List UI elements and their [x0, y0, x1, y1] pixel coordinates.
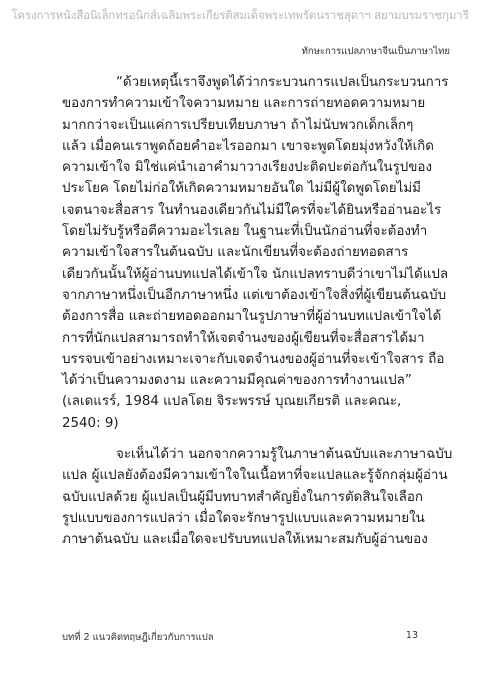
- text-line: แล้ว เมื่อคนเราพูดถ้อยคำอะไรออกมา เขาจะพูดโดยมุ่งหวังให้เกิด: [62, 138, 434, 154]
- text-line: ของการทำความเข้าใจความหมาย และการถ่ายทอดความหมาย: [62, 96, 426, 112]
- text-line: ความเข้าใจ มิใช่แค่นำเอาคำมาวางเรียงปะติดปะต่อกันในรูปของ: [62, 160, 433, 176]
- text-line: ได้ว่าเป็นความงดงาม และความมีคุณค่าของการทำงานแปล”: [62, 373, 412, 389]
- text-line: ฉบับแปลด้วย ผู้แปลเป็นผู้มีบทบาทสำคัญยิ่งในการตัดสินใจเลือก: [62, 489, 424, 505]
- text-line: ต้องการสื่อ และถ่ายทอดออกมาในรูปภาษาที่ผู้อ่านบทแปลเข้าใจได้: [62, 309, 442, 325]
- text-line: เจตนาจะสื่อสาร ในทำนองเดียวกันไม่มีใครที่จะได้ยินหรืออ่านอะไร: [62, 202, 442, 218]
- text-line: การที่นักแปลสามารถทำให้เจตจำนงของผู้เขียนที่จะสื่อสารได้มา: [62, 330, 425, 346]
- text-line: โดยไม่รับรู้หรือตีความอะไรเลย ในฐานะที่เป็นนักอ่านที่จะต้องทำ: [62, 224, 428, 240]
- footer-chapter: บทที่ 2 แนวคิดทฤษฎีเกี่ยวกับการแปล: [62, 632, 214, 643]
- text-line: เดียวกันนั้นให้ผู้อ่านบทแปลได้เข้าใจ นักแปลทราบดีว่าเขาไม่ได้แปล: [62, 266, 449, 282]
- text-line: ความเข้าใจสารในต้นฉบับ และนักเขียนที่จะต้องถ่ายทอดสาร: [62, 245, 409, 261]
- paragraph-gap: [62, 434, 418, 444]
- series-banner: โครงการหนังสือนิเล็กทรอนิกส์เฉลิมพระเกียรติสมเด็จพระเทพรัตนราชสุดาฯ สยามบรมราชกุมารี: [11, 8, 469, 22]
- text-line: (เลเดแรร์, 1984 แปลโดย จิระพรรษ์ บุณยเกียรติ และคณะ,: [62, 394, 402, 410]
- text-line: จะเห็นได้ว่า นอกจากความรู้ในภาษาต้นฉบับและภาษาฉบับ: [116, 447, 453, 463]
- text-line: บรรจบเข้าอย่างเหมาะเจาะกับเจตจำนงของผู้อ่านที่จะเข้าใจสาร ถือ: [62, 351, 445, 367]
- page-number: 13: [405, 630, 418, 641]
- text-line: รูปแบบของการแปลว่า เมื่อใดจะรักษารูปแบบและความหมายใน: [62, 510, 425, 526]
- text-line: แปล ผู้แปลยังต้องมีความเข้าใจในเนื้อหาที่จะแปลและรู้จักกลุ่มผู้อ่าน: [62, 468, 448, 484]
- body-text: [62, 72, 453, 551]
- text-line: ประโยค โดยไม่ก่อให้เกิดความหมายอันใด ไม่มีผู้ใดพูดโดยไม่มี: [62, 181, 421, 197]
- text-line: ภาษาต้นฉบับ และเมื่อใดจะปรับบทแปลให้เหมาะสมกับผู้อ่านของ: [62, 532, 428, 548]
- text-line: มากกว่าจะเป็นแค่การเปรียบเทียบภาษา ถ้าไม่นับพวกเด็กเล็กๆ: [62, 117, 414, 133]
- running-head: ทักษะการแปลภาษาจีนเป็นภาษาไทย: [301, 46, 450, 57]
- text-line: 2540: 9): [62, 415, 119, 431]
- text-line: จากภาษาหนึ่งเป็นอีกภาษาหนึ่ง แต่เขาต้องเข้าใจสิ่งที่ผู้เขียนต้นฉบับ: [62, 287, 447, 303]
- text-line: “ด้วยเหตุนี้เราจึงพูดได้ว่ากระบวนการแปลเป็นกระบวนการ: [116, 75, 449, 90]
